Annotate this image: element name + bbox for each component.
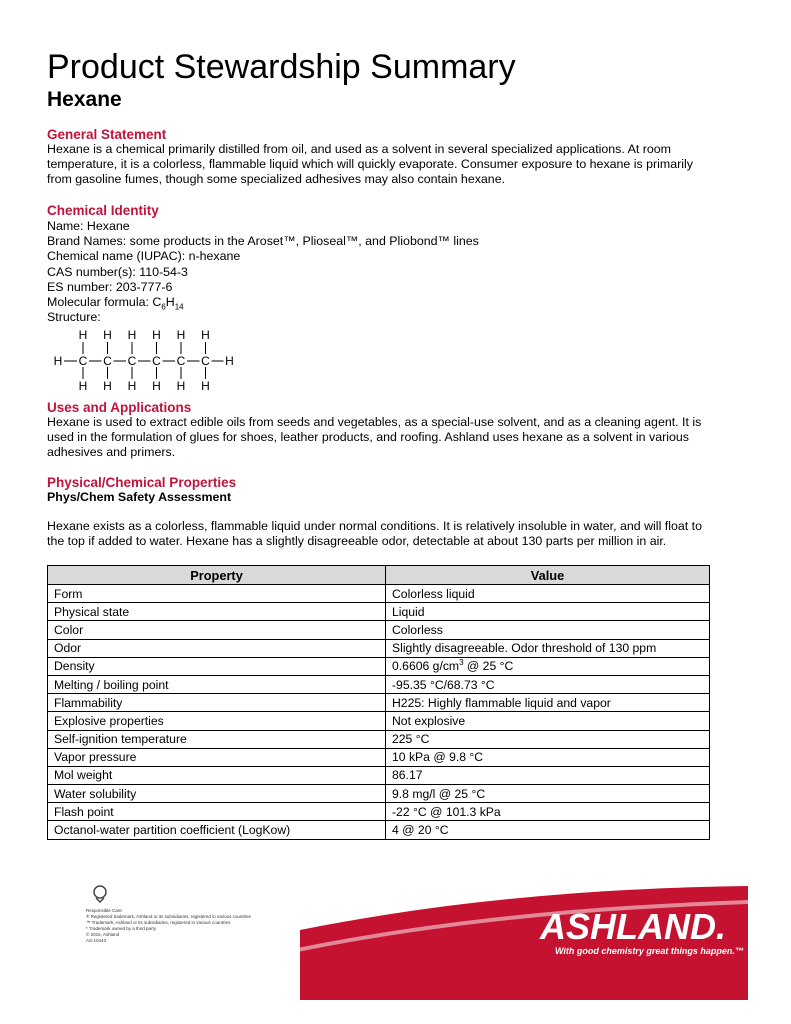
ashland-logo: ASHLAND. [540, 906, 726, 947]
value-cell: H225: Highly flammable liquid and vapor [386, 694, 710, 712]
atom-h: H [127, 379, 137, 393]
atom-c: C [201, 354, 210, 368]
identity-structure-label: Structure: [47, 310, 101, 325]
hexane-structure [50, 328, 250, 394]
table-row [48, 730, 710, 748]
table-row [48, 639, 710, 657]
atom-h: H [152, 379, 161, 393]
property-cell: Odor [48, 639, 386, 657]
identity-formula: Molecular formula: $C_6H_{14}$ [47, 294, 184, 312]
property-cell: Explosive properties [48, 712, 386, 730]
atom-c: C [127, 354, 137, 368]
properties-table [47, 565, 710, 840]
value-cell: Colorless liquid [386, 585, 710, 603]
value-cell: 86.17 [386, 766, 710, 784]
property-cell: Mol weight [48, 766, 386, 784]
atom-h: H [201, 328, 210, 342]
property-cell: Physical state [48, 603, 386, 621]
identity-cas: CAS number(s): 110-54-3 [47, 264, 188, 279]
property-cell: Form [48, 585, 386, 603]
general-line: from gasoline fumes, though some specialized adhesives may also contain hexane. [47, 172, 506, 187]
physchem-heading: Physical/Chemical Properties [47, 475, 237, 490]
atom-h: H [176, 328, 186, 342]
page-subtitle: Hexane [47, 88, 122, 111]
responsible-care-logo [90, 884, 110, 904]
table-header-row [48, 566, 710, 585]
table-row [48, 657, 710, 675]
general-text [47, 142, 747, 188]
physchem-line: Hexane exists as a colorless, flammable liquid under normal conditions. It is relatively insoluble in water, and will float to [47, 519, 702, 533]
property-cell: Density [48, 657, 386, 675]
table-header-property: Property [48, 566, 386, 585]
property-cell: Octanol-water partition coefficient (LogKow) [48, 821, 386, 839]
general-line: temperature, it is a colorless, flammable liquid which will quickly evaporate. Consumer exposure to hexane is primarily [47, 157, 693, 172]
property-cell: Self-ignition temperature [48, 730, 386, 748]
atom-h: H [78, 328, 88, 342]
value-cell: Liquid [386, 603, 710, 621]
atom-h: H [176, 379, 186, 393]
atom-h: H [127, 328, 137, 342]
table-row [48, 603, 710, 621]
identity-es: ES number: 203-777-6 [47, 279, 173, 294]
table-row [48, 621, 710, 639]
physchem-text [47, 519, 747, 549]
atom-c: C [78, 354, 88, 368]
general-heading: General Statement [47, 127, 167, 142]
table-row [48, 694, 710, 712]
atom-h: H [225, 354, 234, 368]
uses-text [47, 415, 747, 461]
table-row [48, 748, 710, 766]
value-cell: Slightly disagreeable. Odor threshold of 130 ppm [386, 639, 710, 657]
value-cell: 9.8 mg/l @ 25 °C [386, 785, 710, 803]
table-row [48, 821, 710, 839]
atom-h: H [103, 328, 112, 342]
table-row [48, 785, 710, 803]
atom-h: H [53, 354, 63, 368]
value-cell: 4 @ 20 °C [386, 821, 710, 839]
table-header-value: Value [386, 566, 710, 585]
identity-heading: Chemical Identity [47, 203, 159, 218]
value-cell: Colorless [386, 621, 710, 639]
table-row [48, 712, 710, 730]
property-cell: Melting / boiling point [48, 675, 386, 693]
identity-brands: Brand Names: some products in the Aroset™, Plioseal™, and Pliobond™ lines [47, 234, 479, 249]
property-cell: Flash point [48, 803, 386, 821]
atom-c: C [176, 354, 186, 368]
property-cell: Color [48, 621, 386, 639]
value-cell: -22 °C @ 101.3 kPa [386, 803, 710, 821]
value-cell: 225 °C [386, 730, 710, 748]
general-line: Hexane is a chemical primarily distilled from oil, and used as a solvent in several specialized applications. At room [47, 142, 671, 156]
identity-iupac: Chemical name (IUPAC): n-hexane [47, 249, 241, 264]
page-title: Product Stewardship Summary [47, 48, 516, 86]
atom-c: C [103, 354, 112, 368]
property-cell: Water solubility [48, 785, 386, 803]
ashland-tagline: With good chemistry great things happen.™ [555, 946, 744, 956]
atom-c: C [152, 354, 161, 368]
table-row [48, 675, 710, 693]
physchem-line: the top if added to water. Hexane has a slightly disagreeable odor, detectable at about 130 parts per million in air. [47, 534, 667, 549]
table-row [48, 766, 710, 784]
atom-h: H [78, 379, 88, 393]
uses-line: Hexane is used to extract edible oils from seeds and vegetables, as a special-use solvent, and as a cleaning agent. It is [47, 415, 702, 429]
table-row [48, 803, 710, 821]
uses-line: adhesives and primers. [47, 445, 176, 460]
footer-fineprint: Responsible Care ® Registered trademark, Ashland or its subsidiaries, registered in various countries ™ Trademark, Ashland or its subsidiaries, registered in various countries * Trademark owned by a third party © 2015, Ashland AS-10443 [86, 908, 251, 943]
value-cell: 0.6606 $g/cm^3$ @ 25 °C [386, 657, 710, 675]
value-cell: 10 kPa @ 9.8 °C [386, 748, 710, 766]
atom-h: H [201, 379, 210, 393]
uses-heading: Uses and Applications [47, 400, 192, 415]
value-cell: -95.35 °C/68.73 °C [386, 675, 710, 693]
property-cell: Flammability [48, 694, 386, 712]
atom-h: H [103, 379, 112, 393]
identity-block [47, 219, 747, 325]
uses-line: used in the formulation of glues for shoes, leather products, and roofing. Ashland uses hexane as a solvent in various [47, 430, 689, 445]
value-cell: Not explosive [386, 712, 710, 730]
physchem-subheading: Phys/Chem Safety Assessment [47, 490, 232, 504]
identity-name: Name: Hexane [47, 219, 130, 233]
atom-h: H [152, 328, 161, 342]
property-cell: Vapor pressure [48, 748, 386, 766]
table-row [48, 585, 710, 603]
